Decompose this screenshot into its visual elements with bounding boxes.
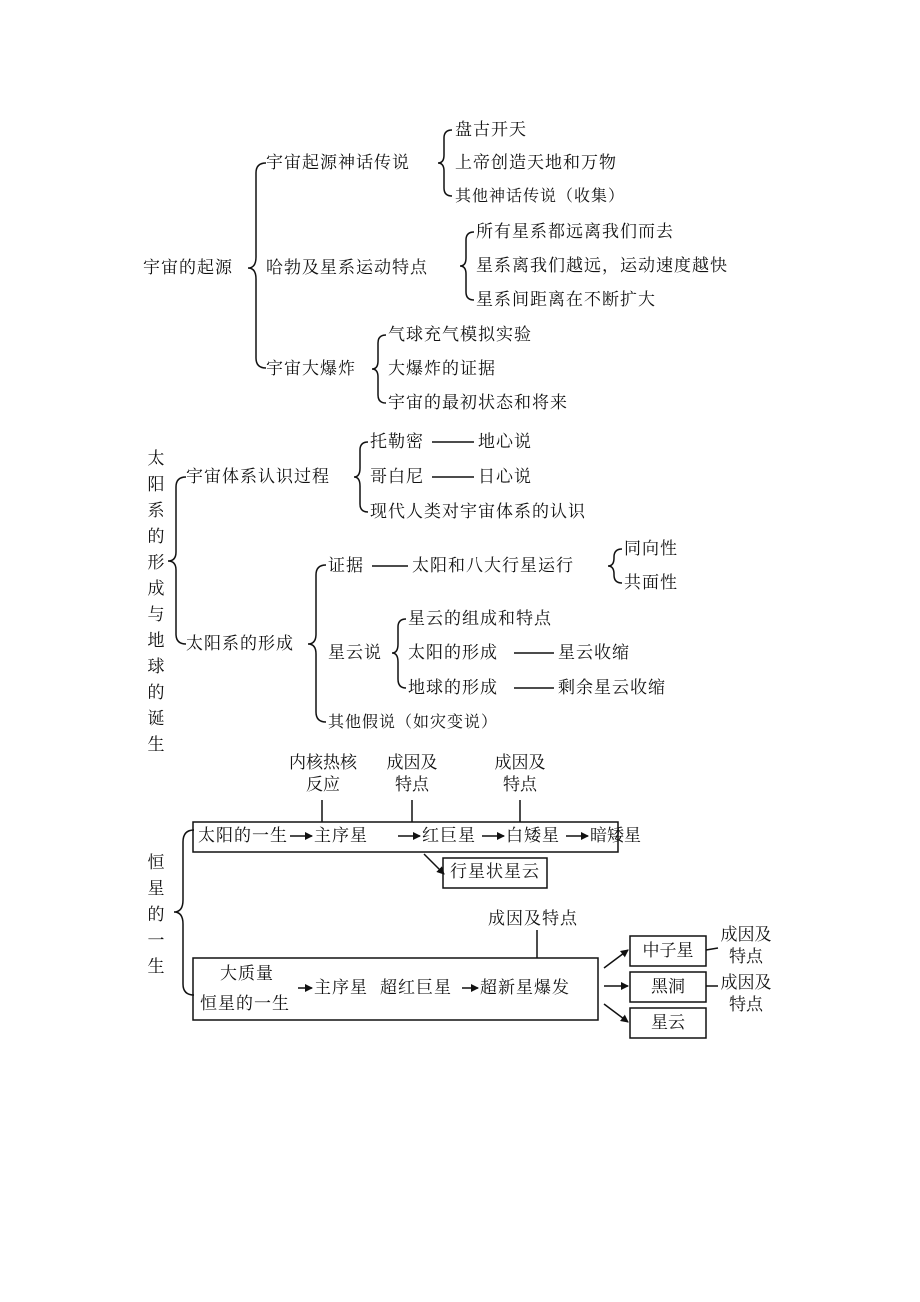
sun-stage-start: 太阳的一生 xyxy=(198,826,288,846)
evidence-item-2: 共面性 xyxy=(624,573,678,593)
brace-hubble xyxy=(460,232,474,300)
sun-stage-main-sequence: 主序星 xyxy=(314,826,368,846)
planetary-nebula: 行星状星云 xyxy=(450,862,540,882)
massive-start-line-2: 恒星的一生 xyxy=(200,994,290,1014)
evidence-detail: 太阳和八大行星运行 xyxy=(412,556,574,576)
myth-node: 宇宙起源神话传说 xyxy=(266,153,410,173)
system-item-2-right: 日心说 xyxy=(478,467,532,487)
brace-star xyxy=(174,830,194,995)
bigbang-item-3: 宇宙的最初状态和将来 xyxy=(388,393,568,413)
nebula-item-2-right: 星云收缩 xyxy=(558,643,630,663)
nebula-node: 星云说 xyxy=(328,643,382,663)
sun-note-1: 内核热核反应 xyxy=(289,753,357,795)
brace-nebula xyxy=(392,619,406,688)
brace-system xyxy=(354,442,368,512)
massive-stage-main-sequence: 主序星 xyxy=(314,978,368,998)
formation-node: 太阳系的形成 xyxy=(186,634,294,654)
massive-stage-supernova: 超新星爆发 xyxy=(480,978,570,998)
sun-stage-white-dwarf: 白矮星 xyxy=(506,826,560,846)
hubble-item-2: 星系离我们越远，运动速度越快 xyxy=(476,256,728,276)
result-note-1: 成因及特点 xyxy=(720,925,772,967)
system-item-3: 现代人类对宇宙体系的认识 xyxy=(370,502,586,522)
myth-item-2: 上帝创造天地和万物 xyxy=(455,153,617,173)
brace-formation xyxy=(308,565,326,722)
nebula-item-3-right: 剩余星云收缩 xyxy=(558,678,666,698)
massive-stage-supergiant: 超红巨星 xyxy=(380,978,452,998)
brace-bigbang xyxy=(372,335,386,403)
brace-origin xyxy=(248,163,266,368)
sun-note-3: 成因及特点 xyxy=(494,753,546,795)
hubble-item-3: 星系间距离在不断扩大 xyxy=(476,290,656,310)
bigbang-item-1: 气球充气模拟实验 xyxy=(388,325,532,345)
result-nebula: 星云 xyxy=(651,1013,685,1033)
other-hypothesis: 其他假说（如灾变说） xyxy=(328,712,499,731)
myth-item-3: 其他神话传说（收集） xyxy=(455,186,626,205)
evidence-node: 证据 xyxy=(328,556,364,576)
system-node: 宇宙体系认识过程 xyxy=(186,467,330,487)
sun-note-2: 成因及特点 xyxy=(386,753,438,795)
brace-solar xyxy=(168,477,186,644)
nebula-item-2-left: 太阳的形成 xyxy=(408,643,498,663)
system-item-1-right: 地心说 xyxy=(478,432,532,452)
myth-item-1: 盘古开天 xyxy=(455,120,527,140)
result-note-2: 成因及特点 xyxy=(720,973,772,1015)
system-item-2-left: 哥白尼 xyxy=(370,467,424,487)
brace-myth xyxy=(438,130,452,196)
hubble-node: 哈勃及星系运动特点 xyxy=(266,258,428,278)
result-black-hole: 黑洞 xyxy=(651,977,685,997)
nebula-item-1: 星云的组成和特点 xyxy=(408,609,552,629)
sun-stage-red-giant: 红巨星 xyxy=(422,826,476,846)
sun-stage-black-dwarf: 暗矮星 xyxy=(590,826,641,846)
evidence-item-1: 同向性 xyxy=(624,539,678,559)
system-item-1-left: 托勒密 xyxy=(370,432,424,452)
massive-start-line-1: 大质量 xyxy=(220,964,274,984)
nebula-item-3-left: 地球的形成 xyxy=(408,678,498,698)
bigbang-item-2: 大爆炸的证据 xyxy=(388,359,496,379)
brace-evidence xyxy=(608,549,622,583)
origin-root: 宇宙的起源 xyxy=(143,258,233,278)
star-root: 恒星的一生 xyxy=(147,853,165,977)
massive-note: 成因及特点 xyxy=(488,909,578,929)
hubble-item-1: 所有星系都远离我们而去 xyxy=(476,222,674,242)
bigbang-node: 宇宙大爆炸 xyxy=(266,359,356,379)
solar-root: 太阳系的形成与地球的诞生 xyxy=(147,449,165,755)
result-neutron-star: 中子星 xyxy=(642,941,694,961)
